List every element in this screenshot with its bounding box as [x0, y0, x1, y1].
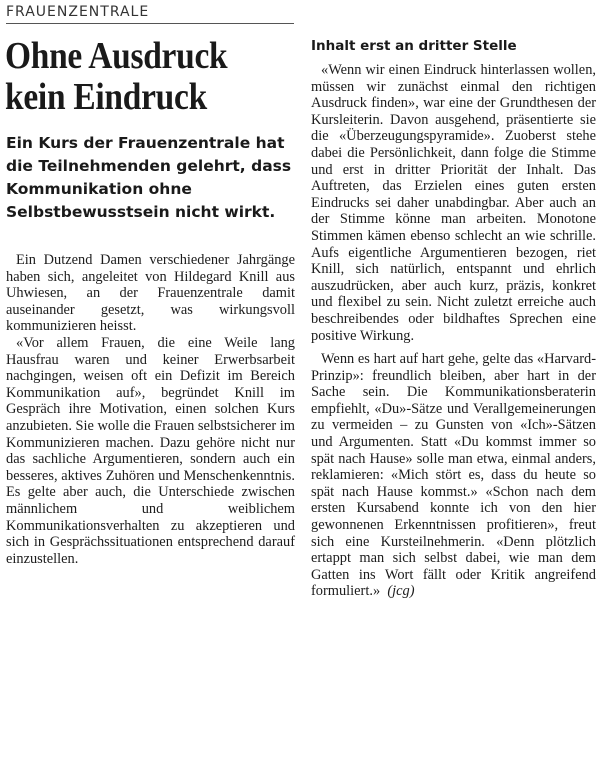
left-column — [6, 252, 295, 567]
rubric: FRAUENZENTRALE — [6, 4, 294, 24]
author-initials: (jcg) — [387, 583, 415, 600]
lead-paragraph: Ein Kurs der Frauenzentrale hat die Teilnehmenden gelehrt, dass Kommunikation ohne Selbstbewusstsein nicht wirkt. — [6, 134, 292, 221]
headline: Ohne Ausdruck kein Eindruck — [5, 35, 228, 118]
body-paragraph: «Vor allem Frauen, die eine Weile lang Hausfrau waren und keiner Erwerbsarbeit nachgingen, weisen oft ein Defizit im Bereich Kommunikation auf», begründet Knill im Gespräch ihre Motivation, einen solchen Kurs anzubieten. Sie wolle die Frauen selbstsicherer im Kommunizieren machen. Dazu gehöre nicht nur das sachliche Argumentieren, sondern auch ein besseres, aktives Zuhören und Menschenkenntnis. Es gelte aber auch, die Unterschiede zwischen männlichem und weiblichem Kommunikationsverhalten zu akzeptieren und sich in Gesprächssituationen entsprechend darauf einzustellen. — [6, 334, 295, 567]
paragraph-gap — [311, 344, 596, 351]
body-paragraph: «Wenn wir einen Eindruck hinterlassen wollen, müssen wir zunächst einmal den richtigen Ausdruck finden», war eine der Grundthesen der Kursleiterin. Davon ausgehend, präsentierte sie die «Überzeugungspyramide». Zuoberst stehe dabei die Persönlichkeit, dann folge die Stimme und erst in dritter Priorität der Inhalt. Das Auftreten, das Erzielen eines guten ersten Eindrucks sei daher unabdingbar. Aber auch an der Stimme könne man arbeiten. Monotone Stimmen kämen ebenso schlecht an wie schrille. Aufs eigentliche Argumentieren bezogen, riet Knill, sich natürlich, entspannt und ehrlich auszudrücken, aber auch kurz, präzis, konkret und flexibel zu sein. Nicht zuletzt erreiche auch beschreibendes oder bildhaftes Sprechen eine positive Wirkung. — [311, 62, 596, 344]
body-paragraph: Ein Dutzend Damen verschiedener Jahrgänge haben sich, angeleitet von Hildegard Knill aus Uhwiesen, an der Frauenzentrale damit auseinander gesetzt, was wirkungsvoll kommunizieren heisst. — [6, 252, 295, 335]
body-paragraph — [311, 351, 596, 600]
body-paragraph-text: Wenn es hart auf hart gehe, gelte das «Harvard-Prinzip»: freundlich bleiben, aber hart in der Sache sein. Die Kommunikationsberaterin empfiehlt, «Du»-Sätze und Verallgemeinerungen zu vermeiden – zu Gunsten von «Ich»-Sätzen und Argumenten. Statt «Du kommst immer so spät nach Hause» solle man etwa, einmal anders, reklamieren: «Mich stört es, dass du heute so spät nach Hause kommst.» «Schon nach dem ersten Kursabend konnte ich von den hier gewonnenen Erkenntnissen profitieren», freut sich eine Kursteilnehmerin. «Denn plötzlich ertappt man sich selbst dabei, wie man dem Gatten ins Wort fällt oder Kritik angreifend formuliert.» — [311, 351, 596, 600]
right-column — [311, 62, 596, 600]
subheading: Inhalt erst an dritter Stelle — [311, 38, 517, 54]
